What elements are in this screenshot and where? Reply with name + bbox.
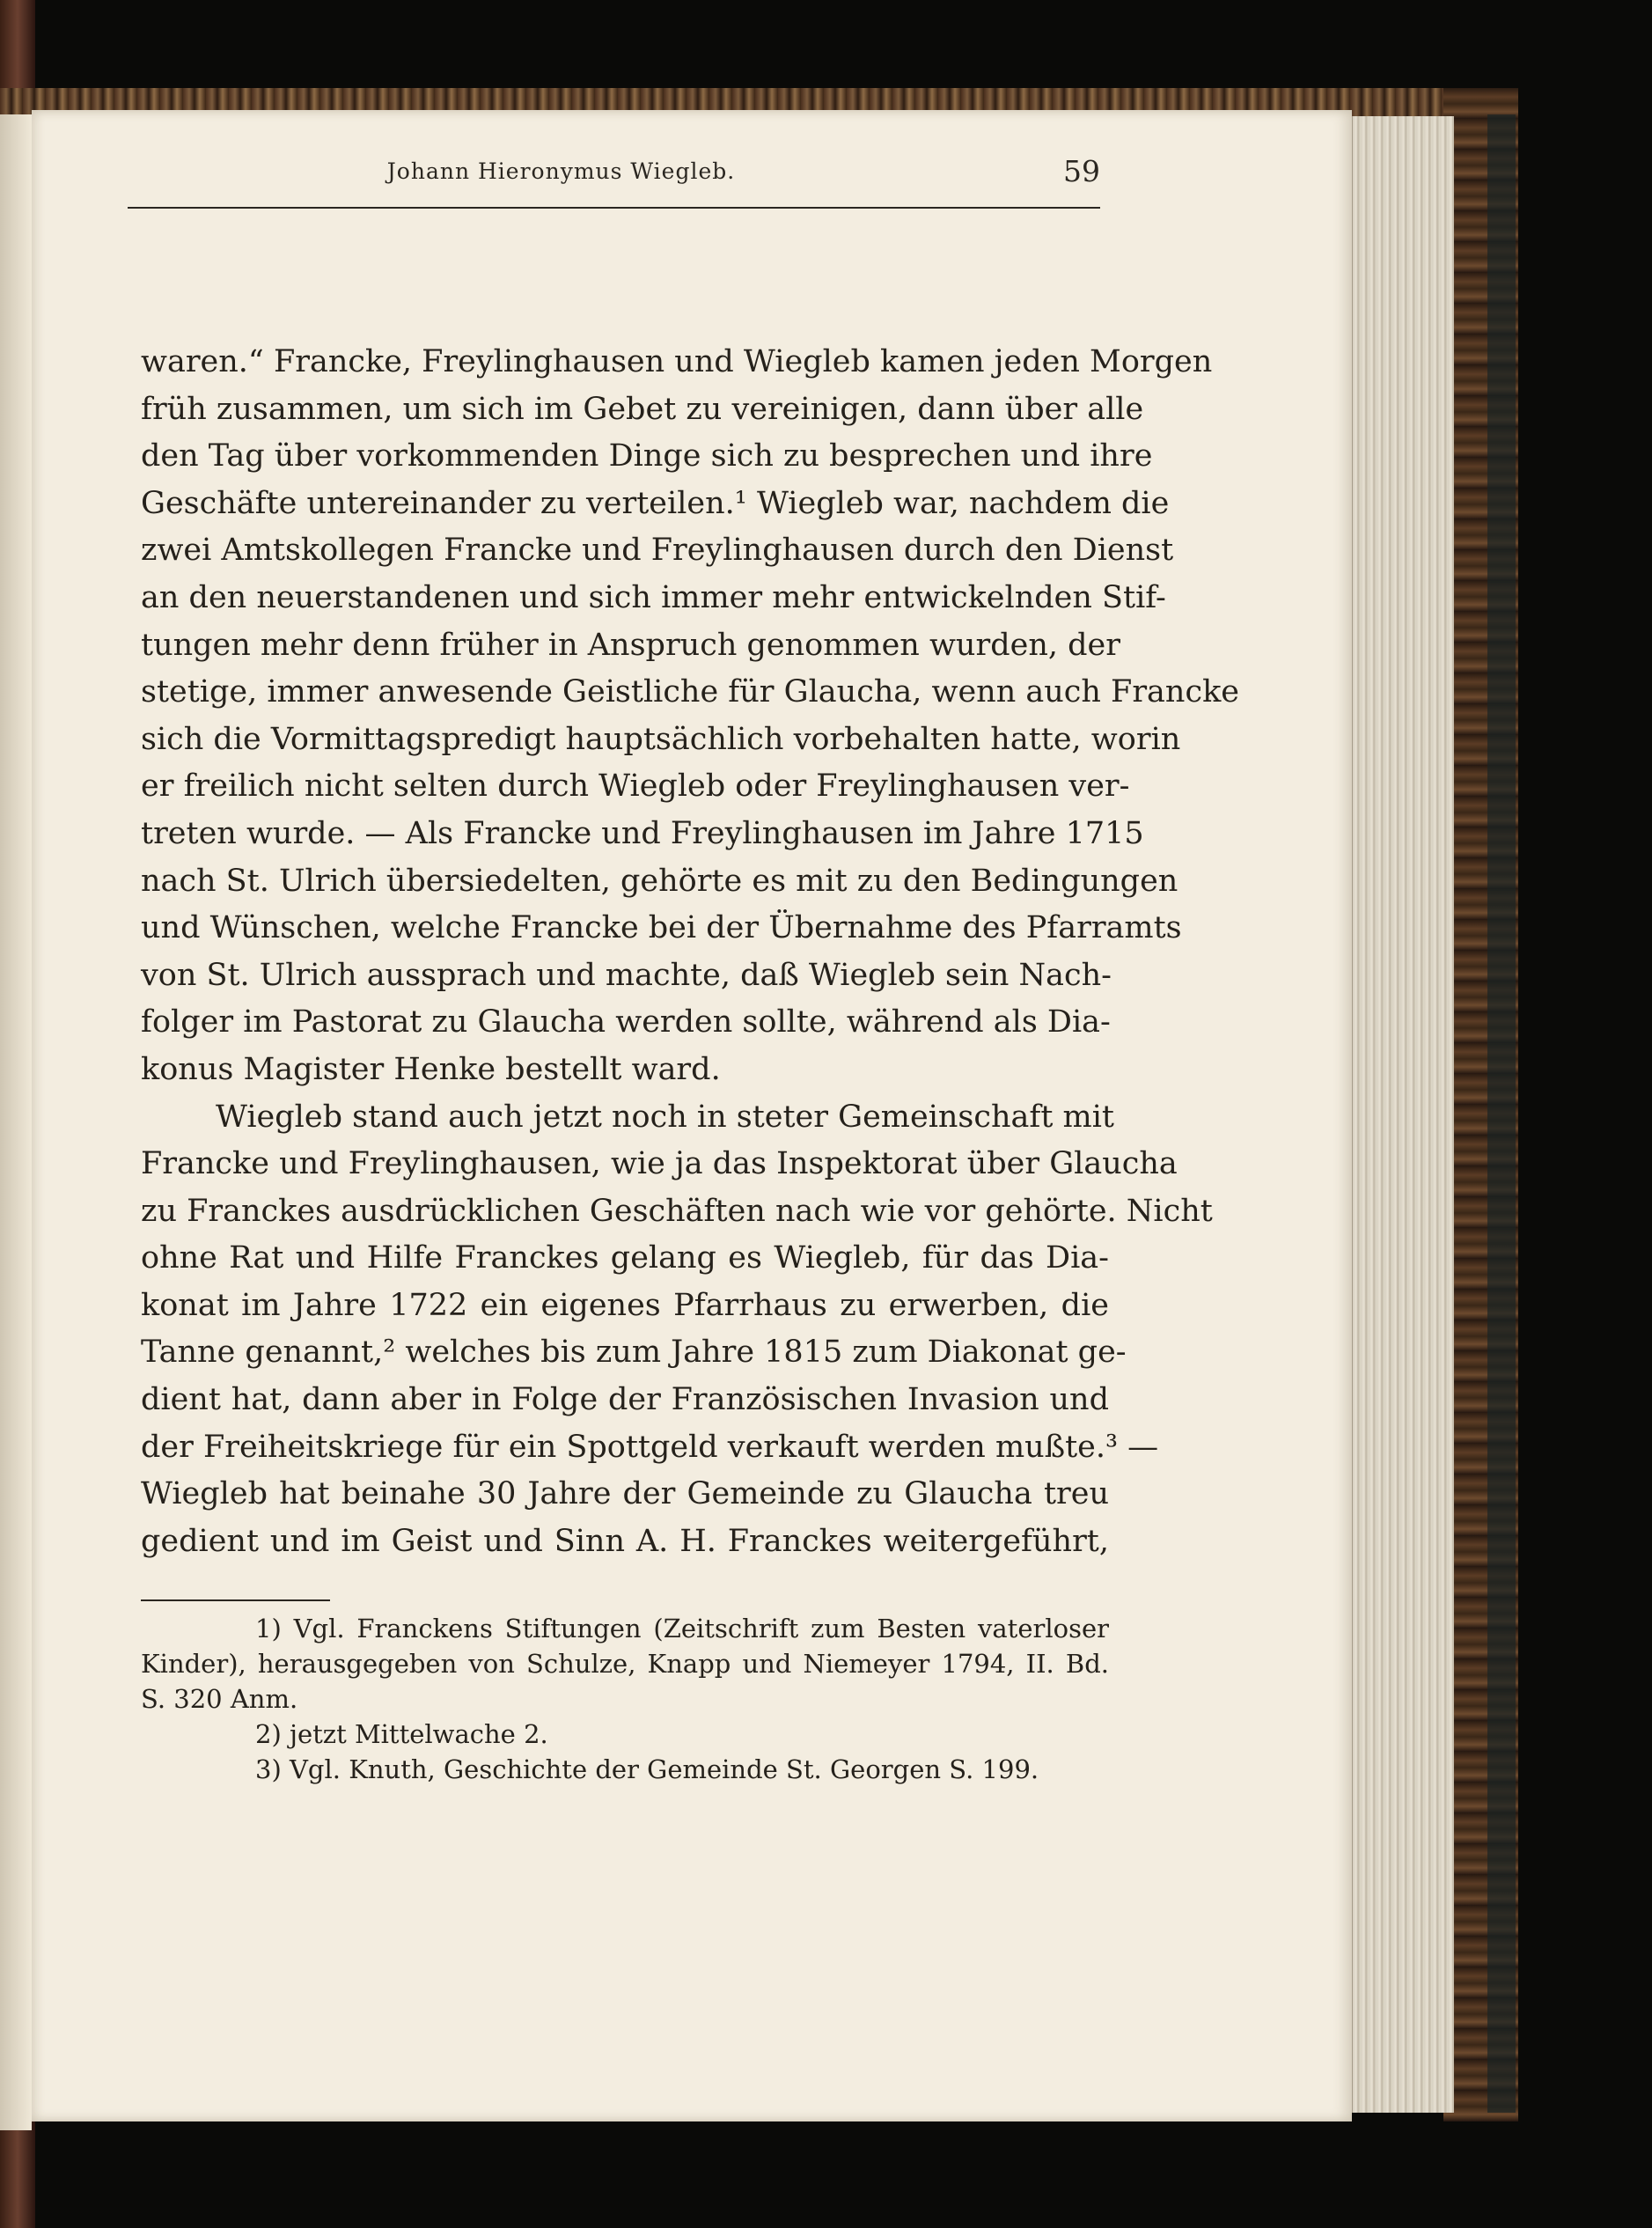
text-line: waren.“ Francke, Freylinghausen und Wiegleb kamen jeden Morgen bbox=[141, 344, 1213, 379]
text-line: zu Franckes ausdrücklichen Geschäften nach wie vor gehörte. Nicht bbox=[141, 1193, 1213, 1229]
text-line: er freilich nicht selten durch Wiegleb oder Freylinghausen ver- bbox=[141, 768, 1130, 805]
footnote-line: 2) jetzt Mittelwache 2. bbox=[255, 1719, 548, 1749]
text-line: und Wünschen, welche Francke bei der Übernahme des Pfarramts bbox=[141, 910, 1182, 946]
text-line: konat im Jahre 1722 ein eigenes Pfarrhaus zu erwerben, die bbox=[141, 1287, 1109, 1323]
text-line: Tanne genannt,² welches bis zum Jahre 1815 zum Diakonat ge- bbox=[141, 1335, 1127, 1371]
right-cover-spine bbox=[1487, 114, 1516, 2113]
text-line: dient hat, dann aber in Folge der Französischen Invasion und bbox=[141, 1382, 1109, 1418]
text-line: Geschäfte untereinander zu verteilen.¹ Wiegleb war, nachdem die bbox=[141, 485, 1170, 521]
text-line: folger im Pastorat zu Glaucha werden sollte, während als Dia- bbox=[141, 1004, 1111, 1040]
text-line: stetige, immer anwesende Geistliche für Glaucha, wenn auch Francke bbox=[141, 674, 1239, 710]
running-title: Johann Hieronymus Wiegleb. bbox=[386, 158, 736, 184]
text-line: zwei Amtskollegen Francke und Freylinghausen durch den Dienst bbox=[141, 533, 1174, 569]
page-stack-edges bbox=[1351, 116, 1454, 2113]
footnote-line: S. 320 Anm. bbox=[141, 1684, 298, 1714]
text-line: Wiegleb stand auch jetzt noch in steter Gemeinschaft mit bbox=[216, 1099, 1114, 1135]
text-line: der Freiheitskriege für ein Spottgeld verkauft werden mußte.³ — bbox=[141, 1429, 1159, 1465]
text-line: gedient und im Geist und Sinn A. H. Franckes weitergeführt, bbox=[141, 1523, 1109, 1559]
text-line: Wiegleb hat beinahe 30 Jahre der Gemeinde zu Glaucha treu bbox=[141, 1476, 1109, 1512]
footnote-line: Kinder), herausgegeben von Schulze, Knapp und Niemeyer 1794, II. Bd. bbox=[141, 1649, 1109, 1679]
page-number: 59 bbox=[1063, 154, 1100, 188]
text-line: konus Magister Henke bestellt ward. bbox=[141, 1051, 721, 1087]
text-line: tungen mehr denn früher in Anspruch genommen wurden, der bbox=[141, 627, 1120, 663]
text-line: Francke und Freylinghausen, wie ja das Inspektorat über Glaucha bbox=[141, 1146, 1178, 1182]
footnote-line: 1) Vgl. Franckens Stiftungen (Zeitschrift zum Besten vaterloser bbox=[255, 1614, 1109, 1643]
footnote-line: 3) Vgl. Knuth, Geschichte der Gemeinde St. Georgen S. 199. bbox=[255, 1754, 1039, 1784]
text-line: ohne Rat und Hilfe Franckes gelang es Wiegleb, für das Dia- bbox=[141, 1240, 1109, 1276]
running-head bbox=[128, 154, 1100, 209]
text-line: von St. Ulrich aussprach und machte, daß Wiegleb sein Nach- bbox=[141, 957, 1112, 993]
text-line: den Tag über vorkommenden Dinge sich zu besprechen und ihre bbox=[141, 438, 1153, 474]
body-text bbox=[141, 339, 1239, 1565]
text-line: nach St. Ulrich übersiedelten, gehörte es mit zu den Bedingungen bbox=[141, 863, 1178, 899]
text-line: an den neuerstandenen und sich immer mehr entwickelnden Stif- bbox=[141, 579, 1166, 615]
text-line: sich die Vormittagspredigt hauptsächlich vorbehalten hatte, worin bbox=[141, 721, 1181, 757]
footnote-rule bbox=[141, 1599, 330, 1601]
text-line: treten wurde. — Als Francke und Freylinghausen im Jahre 1715 bbox=[141, 815, 1144, 851]
footnotes bbox=[141, 1611, 1109, 1787]
text-line: früh zusammen, um sich im Gebet zu vereinigen, dann über alle bbox=[141, 391, 1144, 427]
left-page-edge bbox=[0, 114, 32, 2130]
